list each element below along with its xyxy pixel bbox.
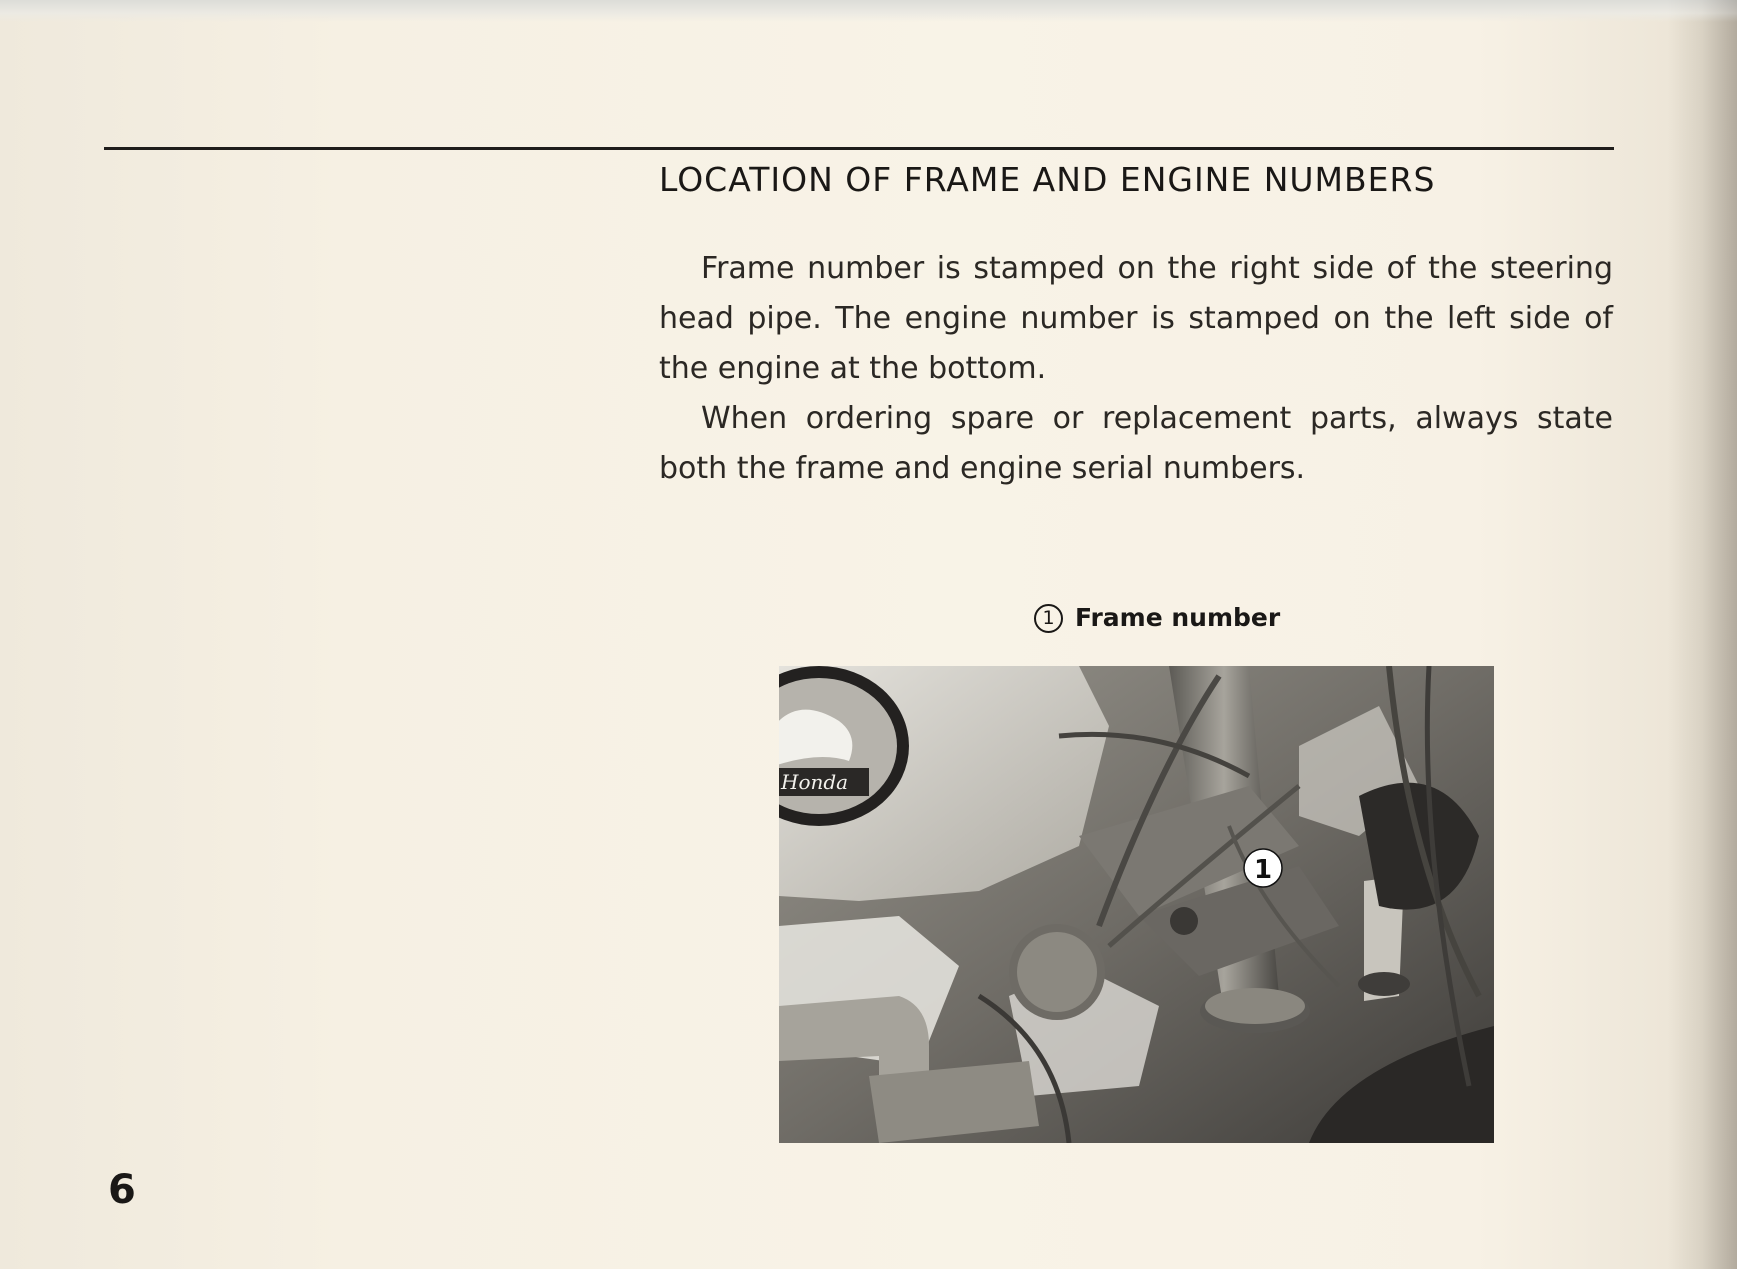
header-rule xyxy=(104,147,1614,150)
body-paragraph-1: Frame number is stamped on the right side of the steering head pipe. The engine number is stamped on the left side of the engine at the bottom. xyxy=(659,251,1613,386)
body-paragraph-2: When ordering spare or replacement parts, always state both the frame and engine serial numbers. xyxy=(659,401,1613,486)
page-gutter-shadow xyxy=(1667,0,1737,1269)
caption-label: Frame number xyxy=(1075,603,1281,632)
figure-caption xyxy=(1034,603,1280,633)
callout-marker-text: 1 xyxy=(1253,855,1273,885)
callout-number-circle: 1 xyxy=(1034,604,1063,633)
frame-number-photo xyxy=(779,666,1494,1143)
page-number: 6 xyxy=(108,1167,136,1213)
honda-logo-text: Honda xyxy=(781,770,849,794)
section-heading: LOCATION OF FRAME AND ENGINE NUMBERS xyxy=(659,160,1436,199)
page-top-edge xyxy=(0,0,1737,22)
frame-photo-illustration xyxy=(779,666,1494,1143)
